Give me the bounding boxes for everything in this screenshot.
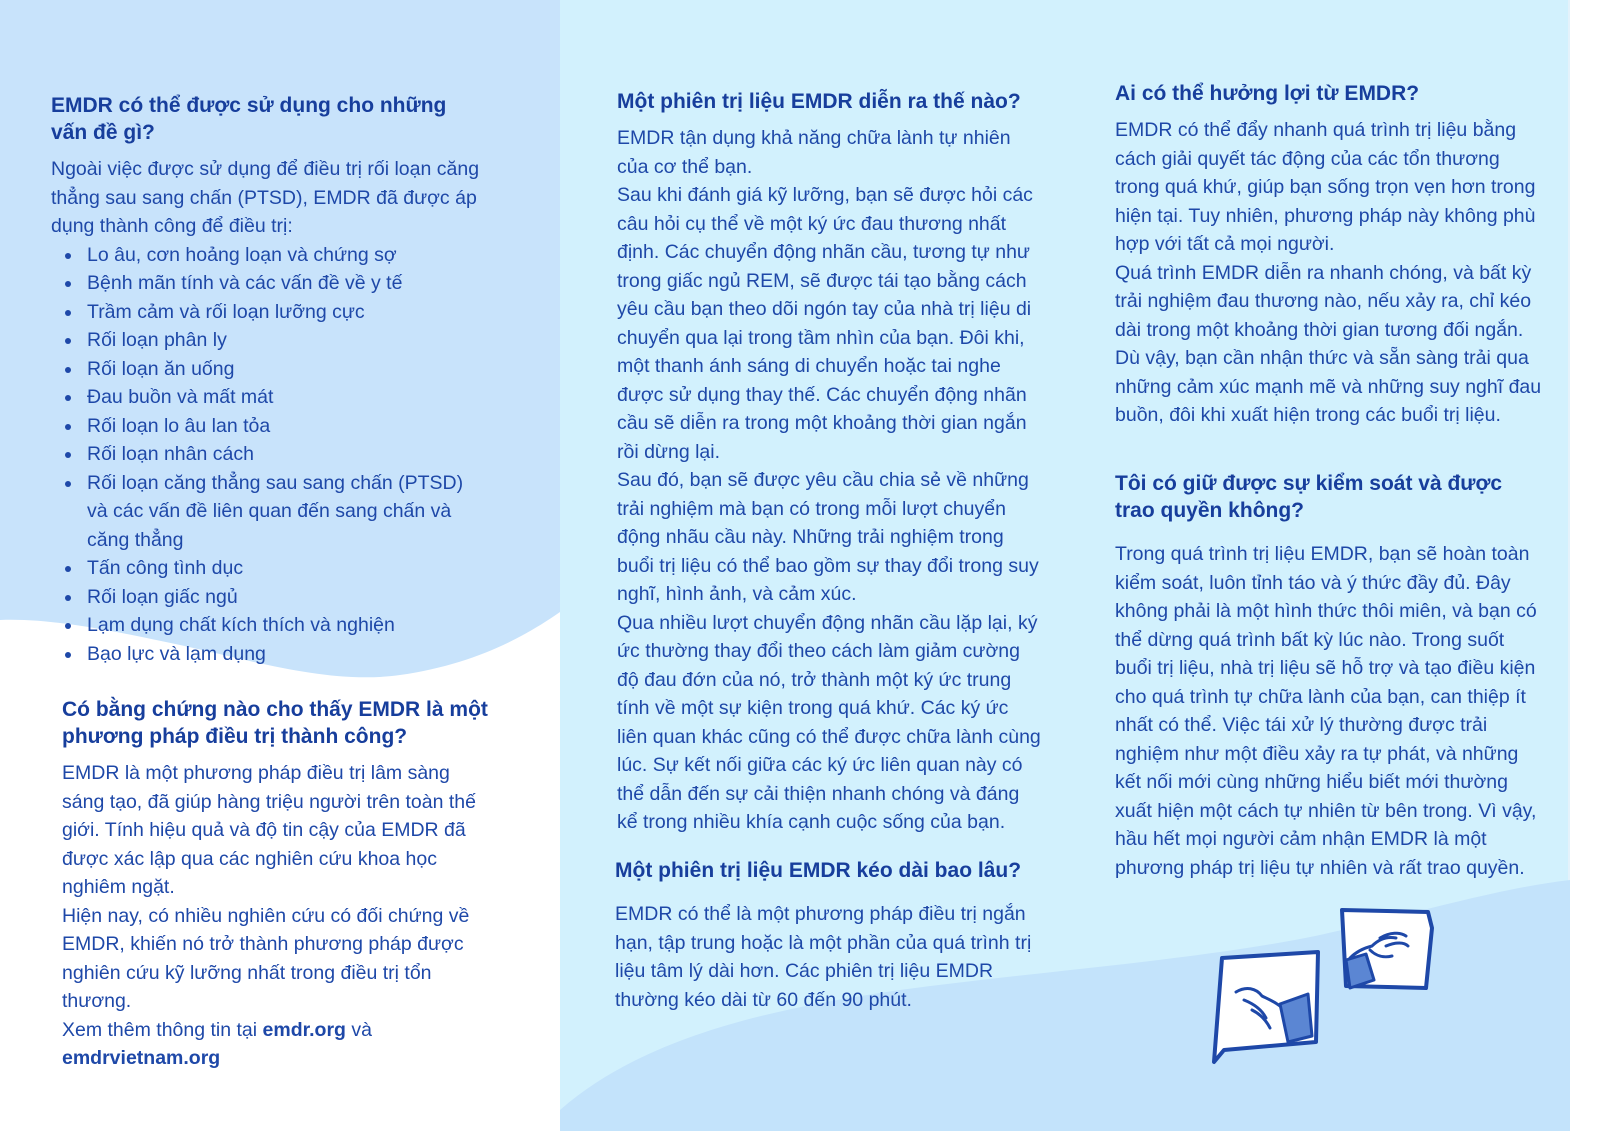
- section-heading-control: Tôi có giữ được sự kiểm soát và được trao quyền không?: [1115, 472, 1503, 522]
- uses-list: [51, 241, 481, 669]
- left-column-section-evidence: [62, 696, 492, 1073]
- uses-intro: Ngoài việc được sử dụng để điều trị rối loạn căng thẳng sau sang chấn (PTSD), EMDR đã được áp dụng thành công để điều trị:: [51, 158, 480, 237]
- list-item: Rối loạn phân ly: [51, 326, 481, 355]
- card-lower-icon: [1214, 952, 1318, 1062]
- session-paragraph: Sau đó, bạn sẽ được yêu cầu chia sẻ về những trải nghiệm mà bạn có trong mỗi lượt chuyển động nhãu cầu này. Những trải nghiệm trong buổi trị liệu có thể bao gồm sự thay đổi trong suy nghĩ, hình ảnh, và cảm xúc.: [617, 469, 1039, 605]
- list-item: Tấn công tình dục: [51, 554, 481, 583]
- list-item: Lo âu, cơn hoảng loạn và chứng sợ: [51, 241, 481, 270]
- list-item: Rối loạn căng thẳng sau sang chấn (PTSD) và các vấn đề liên quan đến sang chấn và căng thẳng: [51, 469, 481, 555]
- duration-paragraph: EMDR có thể là một phương pháp điều trị ngắn hạn, tập trung hoặc là một phần của quá trình trị liệu tâm lý dài hơn. Các phiên trị liệu EMDR thường kéo dài từ 60 đến 90 phút.: [615, 903, 1032, 1011]
- list-item: Trầm cảm và rối loạn lưỡng cực: [51, 298, 481, 327]
- evidence-paragraph-2: Hiện nay, có nhiều nghiên cứu có đối chứng về EMDR, khiến nó trở thành phương pháp được nghiên cứu kỹ lưỡng nhất trong điều trị tổn thương.: [62, 904, 470, 1012]
- list-item: Bệnh mãn tính và các vấn đề về y tế: [51, 269, 481, 298]
- session-paragraph: Qua nhiều lượt chuyển động nhãn cầu lặp lại, ký ức thường thay đổi theo cách làm giảm cường độ đau đớn của nó, trở thành một ký ức trung tính về một sự kiện trong quá khứ. Các ký ức liên quan khác cũng có thể được chữa lành cùng lúc. Sự kết nối giữa các ký ức liên quan này có thể dẫn đến sự cải thiện nhanh chóng và đáng kể trong nhiều khía cạnh cuộc sống của bạn.: [617, 611, 1041, 833]
- hands-holding-cards-icon: [1200, 900, 1460, 1080]
- list-item: Rối loạn nhân cách: [51, 440, 481, 469]
- list-item: Rối loạn lo âu lan tỏa: [51, 412, 481, 441]
- benefits-paragraph: EMDR có thể đẩy nhanh quá trình trị liệu bằng cách giải quyết tác động của các tổn thương trong quá khứ, giúp bạn sống trọn vẹn hơn trong hiện tại. Tuy nhiên, phương pháp này không phù hợp với tất cả mọi người.: [1115, 119, 1536, 255]
- list-item: Đau buồn và mất mát: [51, 383, 481, 412]
- benefits-paragraph: Quá trình EMDR diễn ra nhanh chóng, và bất kỳ trải nghiệm đau thương nào, nếu xảy ra, chỉ kéo dài trong một khoảng thời gian tương đối ngắn. Dù vậy, bạn cần nhận thức và sẵn sàng trải qua những cảm xúc mạnh mẽ và những suy nghĩ đau buồn, đôi khi xuất hiện trong các buổi trị liệu.: [1115, 261, 1542, 426]
- list-item: Bạo lực và lạm dụng: [51, 640, 481, 669]
- list-item: Rối loạn giấc ngủ: [51, 583, 481, 612]
- evidence-paragraph-1: EMDR là một phương pháp điều trị lâm sàng sáng tạo, đã giúp hàng triệu người trên toàn thế giới. Tính hiệu quả và độ tin cậy của EMDR đã được xác lập qua các nghiên cứu khoa học nghiêm ngặt.: [62, 762, 476, 898]
- section-heading-duration: Một phiên trị liệu EMDR kéo dài bao lâu?: [615, 859, 1022, 882]
- middle-column-section-duration: [615, 857, 1040, 1014]
- more-info-prefix: Xem thêm thông tin tại: [62, 1018, 263, 1041]
- more-info-and: và: [345, 1018, 372, 1041]
- section-heading-uses: EMDR có thể được sử dụng cho những vấn đề gì?: [51, 94, 447, 144]
- section-heading-evidence: Có bằng chứng nào cho thấy EMDR là một phương pháp điều trị thành công?: [62, 698, 488, 748]
- card-upper-icon: [1342, 910, 1432, 988]
- section-heading-who-benefits: Ai có thể hưởng lợi từ EMDR?: [1115, 82, 1420, 105]
- link-emdr-org[interactable]: emdr.org: [262, 1018, 346, 1041]
- middle-column-section-session: [617, 88, 1042, 837]
- list-item: Rối loạn ăn uống: [51, 355, 481, 384]
- right-column-section-control: [1115, 470, 1545, 882]
- control-paragraph: Trong quá trình trị liệu EMDR, bạn sẽ hoàn toàn kiểm soát, luôn tỉnh táo và ý thức đầy đủ. Đây không phải là một hình thức thôi miên, và bạn có thể dừng quá trình bất kỳ lúc nào. Trong suốt buổi trị liệu, nhà trị liệu sẽ hỗ trợ và tạo điều kiện cho quá trình tự chữa lành của bạn, can thiệp ít nhất có thể. Việc tái xử lý thường được trải nghiệm như một điều xảy ra tự phát, và những kết nối mới cùng những hiểu biết mới thường xuất hiện một cách tự nhiên từ bên trong. Vì vậy, hầu hết mọi người cảm nhận EMDR là một phương pháp trị liệu tự nhiên và rất trao quyền.: [1115, 543, 1537, 879]
- list-item: Lạm dụng chất kích thích và nghiện: [51, 611, 481, 640]
- left-column-section-uses: [51, 92, 481, 668]
- session-paragraph: EMDR tận dụng khả năng chữa lành tự nhiên của cơ thể bạn.: [617, 127, 1011, 178]
- more-info-line: [62, 1016, 492, 1073]
- section-heading-session: Một phiên trị liệu EMDR diễn ra thế nào?: [617, 90, 1021, 113]
- link-emdrvietnam-org[interactable]: emdrvietnam.org: [62, 1047, 221, 1069]
- session-paragraph: Sau khi đánh giá kỹ lưỡng, bạn sẽ được hỏi các câu hỏi cụ thể về một ký ức đau thương nhất định. Các chuyển động nhãn cầu, tương tự như trong giấc ngủ REM, sẽ được tái tạo bằng cách yêu cầu bạn theo dõi ngón tay của nhà trị liệu di chuyển qua lại trong tầm nhìn của bạn. Đôi khi, một thanh ánh sáng di chuyển hoặc tai nghe được sử dụng thay thế. Các chuyển động nhãn cầu sẽ diễn ra trong một khoảng thời gian ngắn rồi dừng lại.: [617, 184, 1033, 463]
- right-column-section-who-benefits: [1115, 80, 1545, 430]
